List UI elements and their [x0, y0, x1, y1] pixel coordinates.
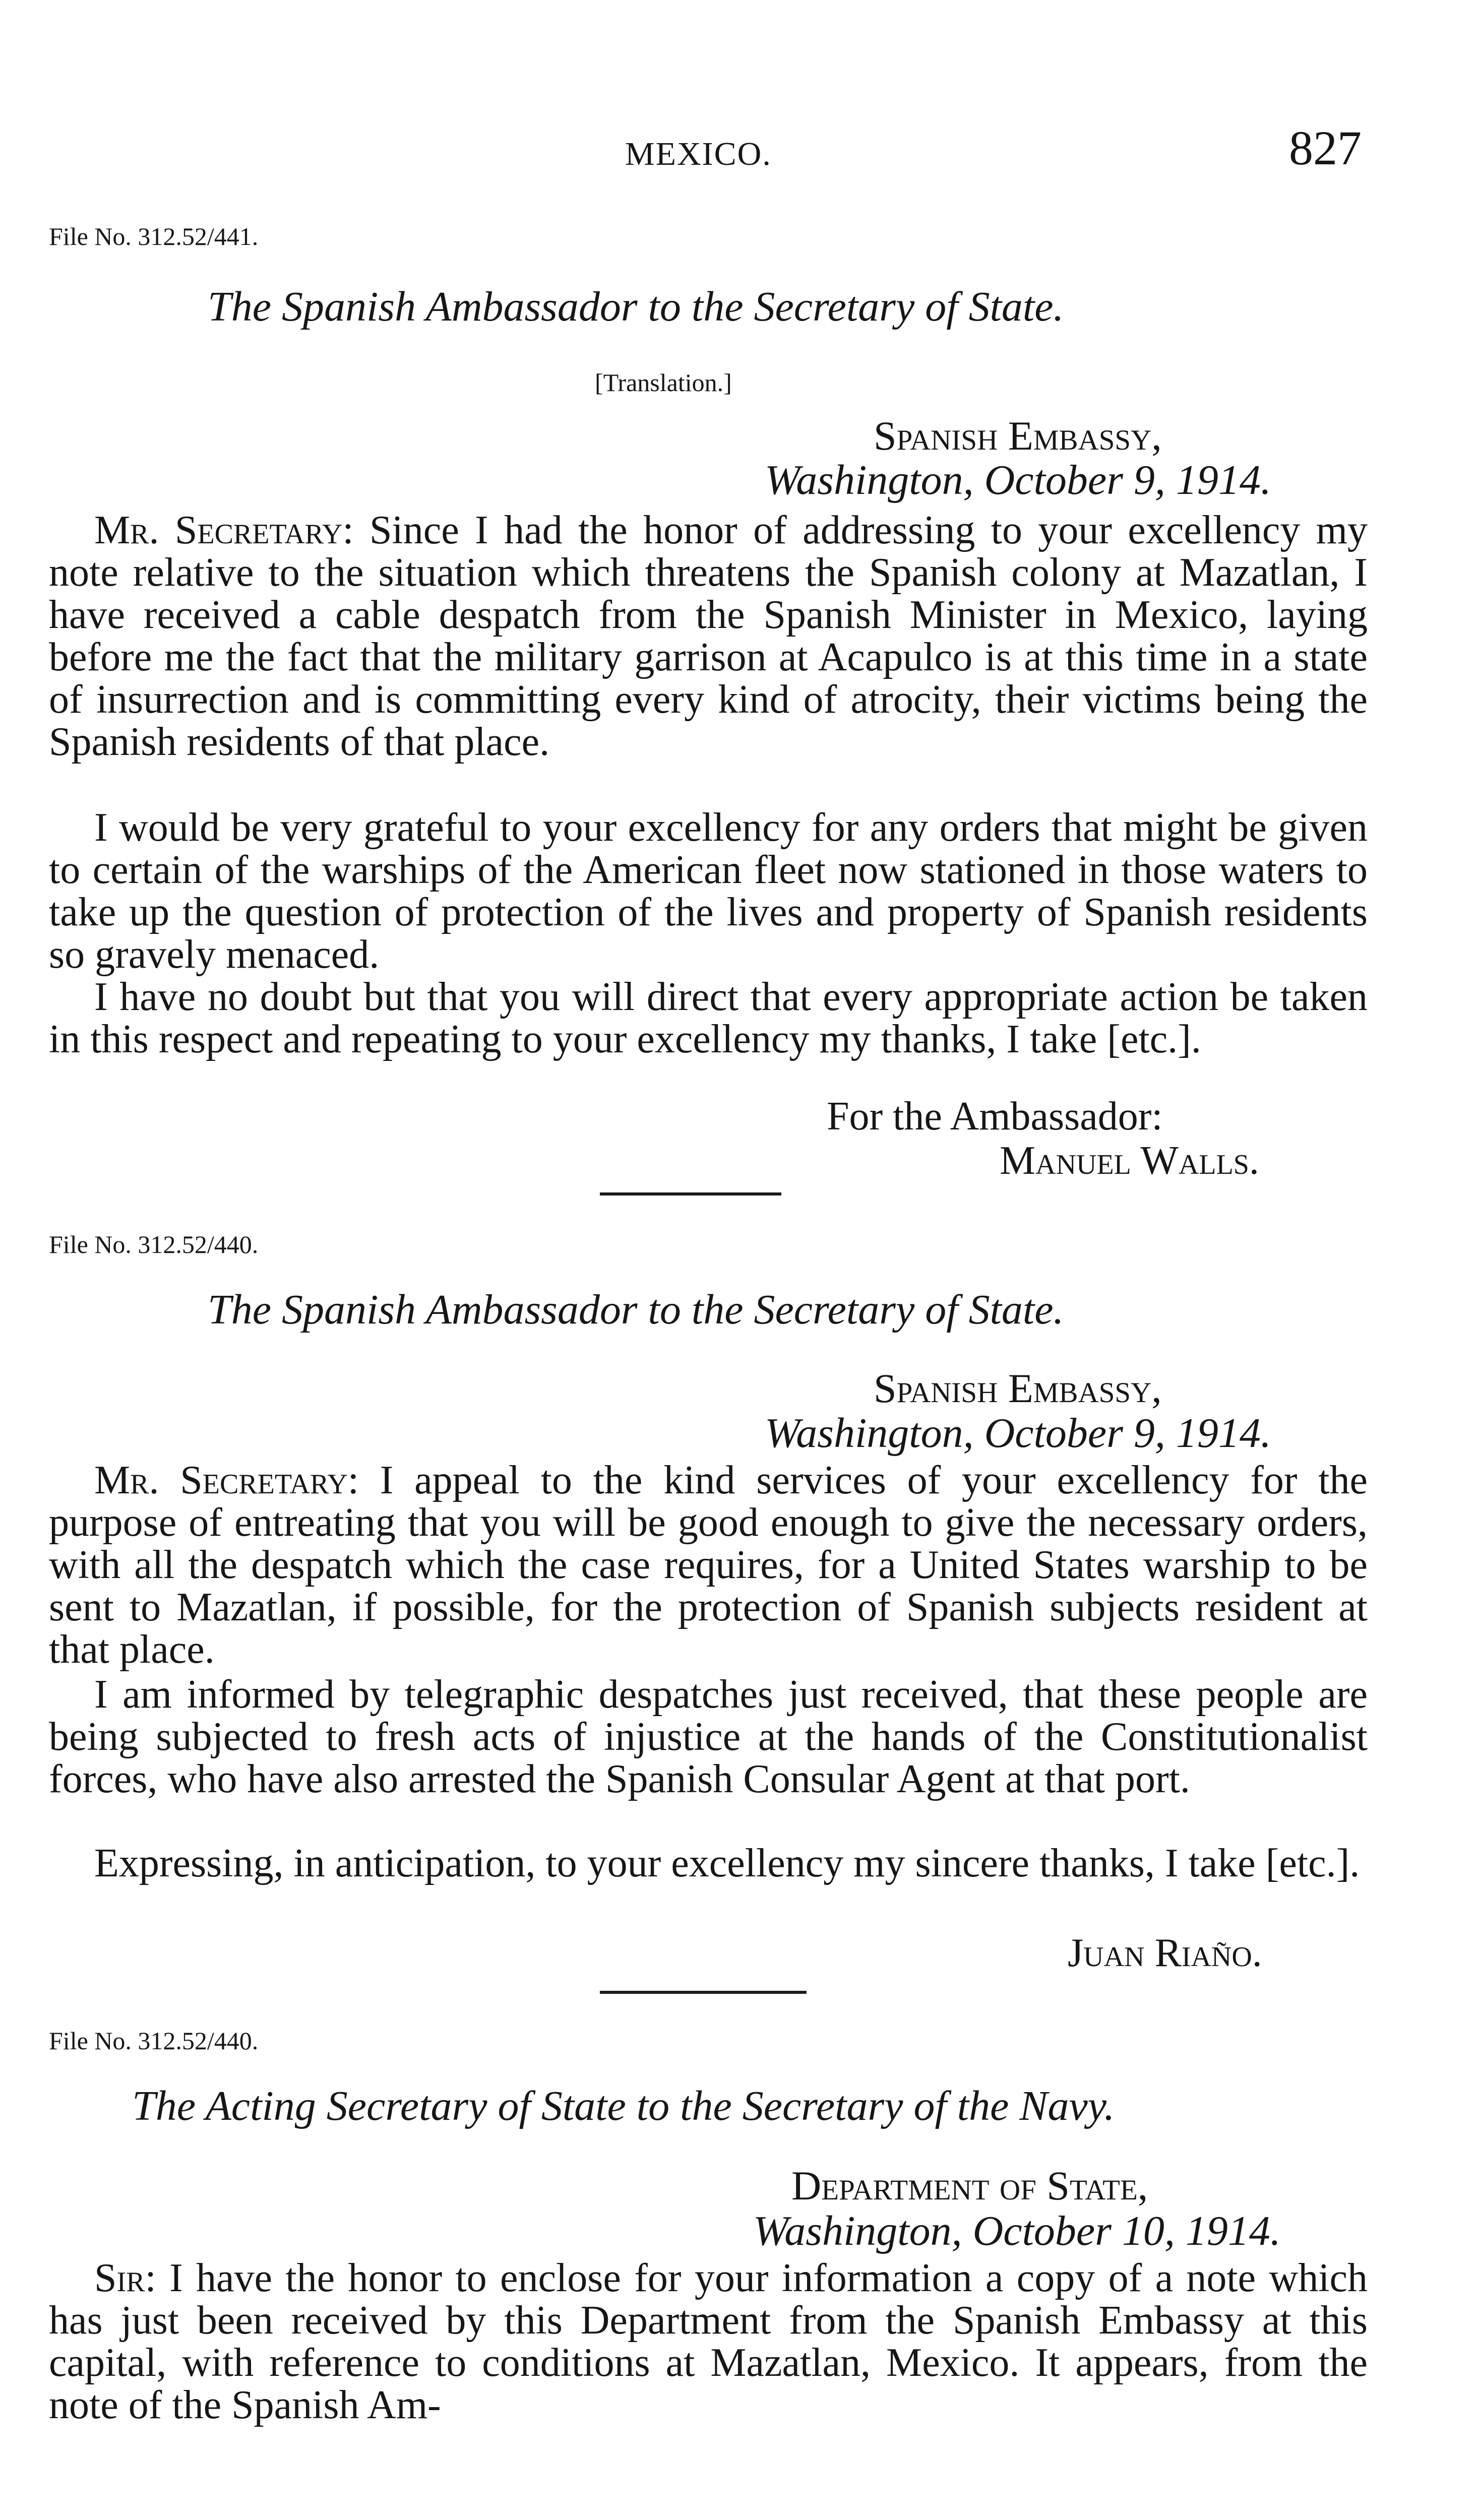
dateline: Washington, October 9, 1914.: [765, 1410, 1271, 1457]
sender-address: Department of State,: [791, 2163, 1148, 2209]
file-number: File No. 312.52/440.: [49, 1230, 259, 1258]
signature: Manuel Walls.: [1000, 1139, 1259, 1183]
dateline: Washington, October 9, 1914.: [765, 457, 1271, 503]
signature: Juan Riaño.: [1068, 1931, 1262, 1975]
paragraph-text: Since I had the honor of addressing to your excellency my note relative to the situation which threatens the Spanish colony at Mazatlan, I have received a cable despatch from the Spanish Minister in Mexico, laying before me the fact that the military garrison at Acapulco is at this time in a state of insurrection and is committing every kind of atrocity, their victims being the Spanish residents of that place.: [49, 508, 1368, 764]
paragraph: Expressing, in anticipation, to your excellency my sincere thanks, I take [etc.].: [94, 1841, 1360, 1885]
paragraph: I have no doubt but that you will direct that every appropriate action be taken in this respect and repeating to your excellency my thanks, I take [etc.].: [49, 975, 1368, 1061]
paragraph: I would be very grateful to your excellency for any orders that might be given to certain of the warships of the American fleet now stationed in those waters to take up the question of protection of the lives and property of Spanish residents so gravely menaced.: [49, 805, 1368, 977]
paragraph-text: I appeal to the kind services of your excellency for the purpose of entreating that you will be good enough to give the necessary orders, with all the despatch which the case requires, for a United States warship to be sent to Mazatlan, if possible, for the protection of Spanish subjects resident at that place.: [49, 1458, 1368, 1672]
paragraph: I am informed by telegraphic despatches just received, that these people are being subjected to fresh acts of injustice at the hands of the Constitutionalist forces, who have also arrested the Spanish Consular Agent at that port.: [49, 1672, 1368, 1801]
paragraph: [49, 509, 1368, 763]
sender-address: Spanish Embassy,: [874, 1365, 1162, 1411]
paragraph: [49, 1459, 1368, 1671]
sender-address: Spanish Embassy,: [874, 413, 1162, 459]
separator-rule: [600, 1991, 807, 1994]
file-number: File No. 312.52/441.: [49, 222, 259, 250]
salutation: Mr. Secretary:: [94, 508, 354, 552]
page-number: 827: [1289, 121, 1362, 175]
separator-rule: [600, 1192, 781, 1195]
dateline: Washington, October 10, 1914.: [753, 2208, 1281, 2254]
file-number: File No. 312.52/440.: [49, 2027, 259, 2055]
document-title: The Spanish Ambassador to the Secretary of State.: [208, 283, 1064, 330]
salutation: Sir:: [94, 2256, 156, 2300]
running-head: MEXICO.: [625, 136, 772, 172]
document-title: The Spanish Ambassador to the Secretary of State.: [208, 1286, 1064, 1333]
salutation: Mr. Secretary:: [94, 1458, 359, 1502]
closing: For the Ambassador:: [827, 1094, 1163, 1139]
paragraph-text: I have the honor to enclose for your information a copy of a note which has just been received by this Department from the Spanish Embassy at this capital, with reference to conditions at Mazatlan, Mexico. It appears, from the note of the Spanish Am-: [49, 2256, 1368, 2427]
paragraph: [49, 2257, 1368, 2426]
translation-note: [Translation.]: [595, 368, 732, 397]
document-title: The Acting Secretary of State to the Secretary of the Navy.: [132, 2083, 1115, 2129]
